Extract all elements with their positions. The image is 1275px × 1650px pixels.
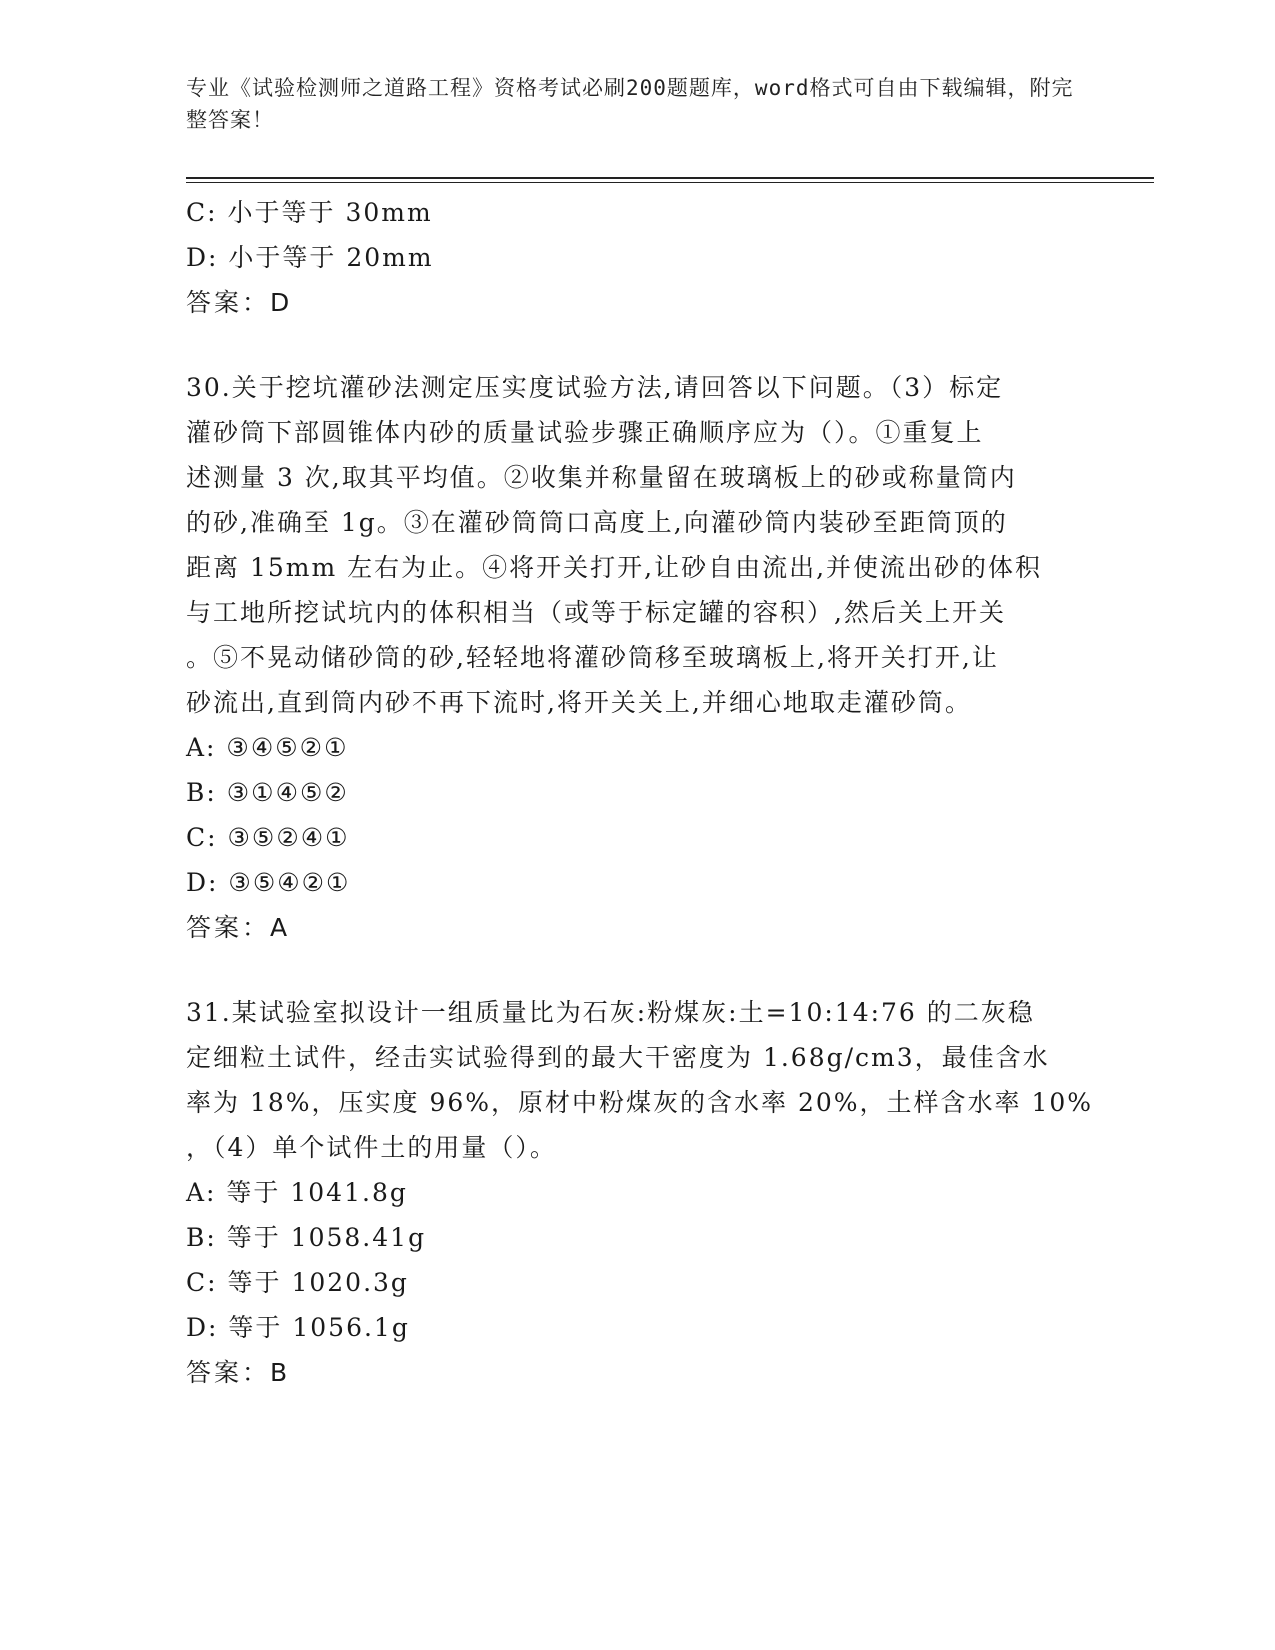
question-30 [186,365,1086,950]
question-text-line: 砂流出,直到筒内砂不再下流时,将开关关上,并细心地取走灌砂筒。 [186,688,972,717]
option-b: B: ③①④⑤② [186,778,349,807]
question-text-line: 的砂,准确至 1g。③在灌砂筒筒口高度上,向灌砂筒内装砂至距筒顶的 [186,508,1008,537]
question-text-line: 述测量 3 次,取其平均值。②收集并称量留在玻璃板上的砂或称量筒内 [186,463,1017,492]
header-rule-thick [186,177,1154,179]
option-d: D: 等于 1056.1g [186,1313,410,1342]
question-31 [186,990,1094,1395]
option-c: C: 等于 1020.3g [186,1268,409,1297]
question-text-line: 率为 18%，压实度 96%，原材中粉煤灰的含水率 20%，土样含水率 10% [186,1088,1094,1117]
header-rule-thin [186,182,1154,183]
question-text-line: 距离 15mm 左右为止。④将开关打开,让砂自由流出,并使流出砂的体积 [186,553,1043,582]
answer-line: 答案：D [186,288,293,317]
answer-line: 答案：B [186,1358,291,1387]
option-c: C: ③⑤②④① [186,823,350,852]
option-d: D: 小于等于 20mm [186,243,434,272]
header-title: 专业《试验检测师之道路工程》资格考试必刷200题题库，word格式可自由下载编辑，附完整答案！ [186,76,1074,132]
question-text-line: 灌砂筒下部圆锥体内砂的质量试验步骤正确顺序应为（）。①重复上 [186,418,984,447]
document-header [186,72,1086,136]
option-a: A: ③④⑤②① [186,733,349,762]
question-text-line: 。⑤不晃动储砂筒的砂,轻轻地将灌砂筒移至玻璃板上,将开关打开,让 [186,643,999,672]
question-text-line: 定细粒土试件，经击实试验得到的最大干密度为 1.68g/cm3，最佳含水 [186,1043,1050,1072]
option-b: B: 等于 1058.41g [186,1223,427,1252]
question-text-line: 与工地所挖试坑内的体积相当（或等于标定罐的容积）,然后关上开关 [186,598,1006,627]
question-text-line: ，（4）单个试件土的用量（）。 [186,1133,557,1162]
question-text-line: 30.关于挖坑灌砂法测定压实度试验方法,请回答以下问题。（3）标定 [186,373,1004,402]
option-c: C: 小于等于 30mm [186,198,433,227]
question-text-line: 31.某试验室拟设计一组质量比为石灰:粉煤灰:土=10:14:76 的二灰稳 [186,998,1035,1027]
answer-line: 答案：A [186,913,291,942]
option-a: A: 等于 1041.8g [186,1178,408,1207]
option-d: D: ③⑤④②① [186,868,351,897]
prev-question-tail [186,190,1086,325]
document-body [186,190,1094,1395]
